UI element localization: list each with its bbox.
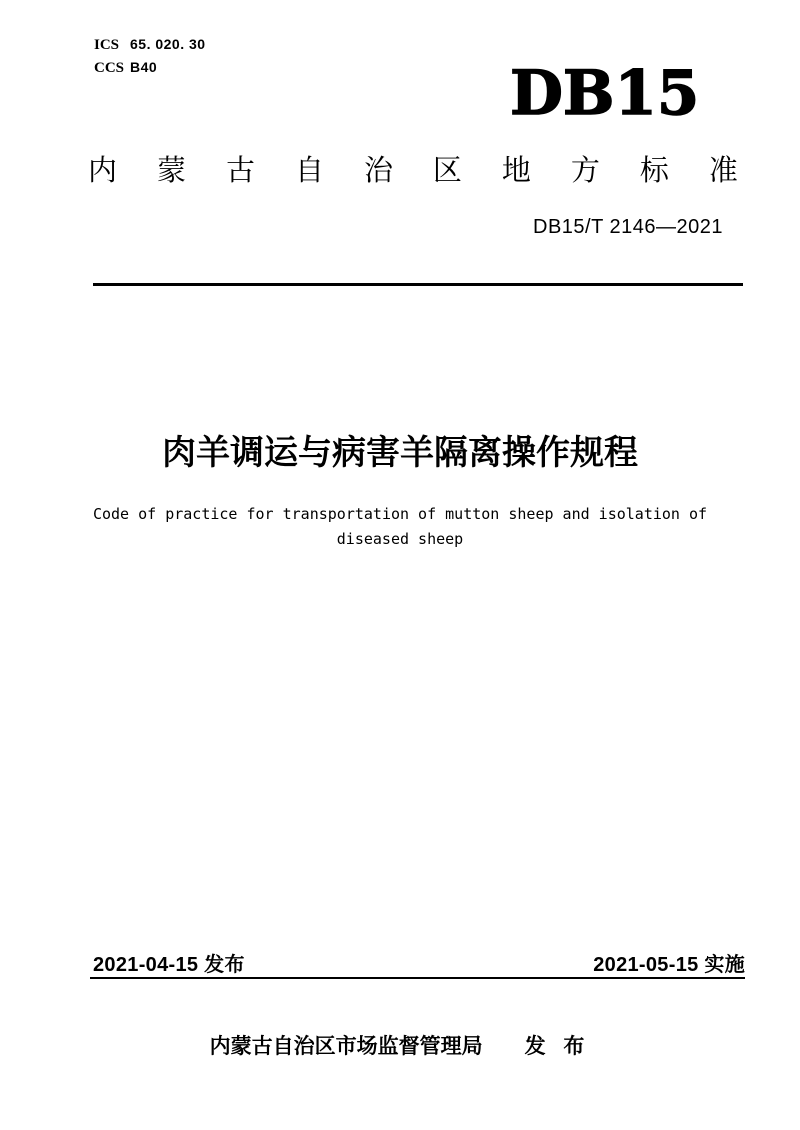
document-title-en xyxy=(0,502,800,552)
db15-logo: DB15 xyxy=(510,58,700,129)
standard-number: DB15/T 2146—2021 xyxy=(533,216,723,238)
ccs-code-row xyxy=(94,59,206,82)
document-title-en-line2: diseased sheep xyxy=(336,530,464,548)
issue-date: 2021-04-15 发布 xyxy=(93,954,245,976)
implement-date: 2021-05-15 实施 xyxy=(593,954,745,976)
ics-value: 65. 020. 30 xyxy=(130,36,206,52)
document-title-en-line1: Code of practice for transportation of mutton sheep and isolation of xyxy=(92,505,708,523)
ics-code-row xyxy=(94,36,206,59)
document-title-cn: 肉羊调运与病害羊隔离操作规程 xyxy=(162,434,638,472)
publish-label: 发 布 xyxy=(524,1035,591,1058)
classification-codes xyxy=(94,36,206,82)
dates-row xyxy=(93,948,745,977)
publisher-line xyxy=(0,1030,800,1060)
standard-name: 内 蒙 古 自 治 区 地 方 标 准 xyxy=(88,155,738,187)
top-rule xyxy=(93,283,743,286)
bottom-rule xyxy=(90,977,745,979)
ccs-value: B40 xyxy=(130,59,158,75)
ics-label: ICS xyxy=(94,37,120,53)
ccs-label: CCS xyxy=(94,60,125,76)
publisher-name: 内蒙古自治区市场监督管理局 xyxy=(209,1035,483,1058)
